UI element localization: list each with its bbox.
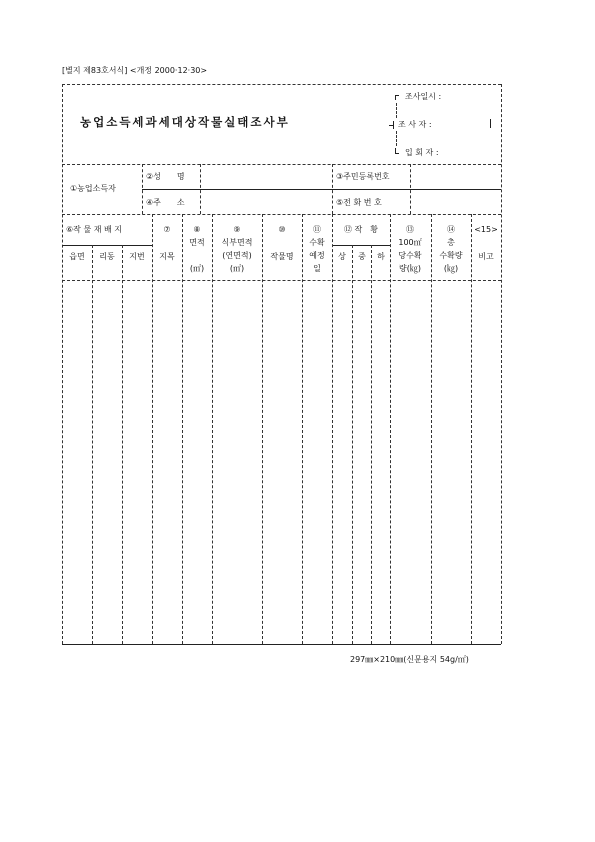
col-ridong: 리동 bbox=[99, 252, 115, 261]
col-remarks: 비고 bbox=[478, 252, 494, 261]
name-label: ②성 명 bbox=[146, 172, 185, 181]
col8-number: ⑧ bbox=[193, 225, 201, 234]
address-label: ④주 소 bbox=[146, 198, 185, 207]
col-crop-name: 작물명 bbox=[270, 252, 294, 261]
col9-number: ⑨ bbox=[233, 225, 241, 234]
col-area-unit: (㎡) bbox=[189, 264, 205, 273]
form-left-border bbox=[62, 84, 63, 644]
col-total-yield-line3: (㎏) bbox=[443, 264, 459, 273]
col7-number: ⑦ bbox=[163, 225, 171, 234]
col-jimok: 지목 bbox=[159, 252, 175, 261]
form-bottom-border bbox=[62, 644, 501, 645]
col-total-yield-line1: 총 bbox=[447, 238, 455, 247]
col-area: 면적 bbox=[189, 238, 205, 247]
col15-number: <15> bbox=[474, 225, 498, 234]
col-harvest-line1: 수확 bbox=[309, 238, 325, 247]
paper-size-note: 297㎜×210㎜(신문용지 54g/㎡) bbox=[350, 655, 469, 664]
cultivation-location-header: ⑥작 물 재 배 지 bbox=[66, 225, 122, 234]
form-title: 농업소득세과세대상작물실태조사부 bbox=[80, 115, 290, 129]
surveyor-label: 조 사 자 : bbox=[398, 120, 432, 129]
col-growth-header: ⑫ 작 황 bbox=[344, 225, 378, 234]
col-growth-high: 상 bbox=[338, 252, 346, 261]
col11-number: ⑪ bbox=[313, 225, 321, 234]
col-planted-area: 식부면적 bbox=[221, 238, 253, 247]
col-growth-low: 하 bbox=[377, 252, 385, 261]
col-yield-per100-line1: 100㎡ bbox=[398, 238, 422, 247]
phone-number-label: ⑤전 화 번 호 bbox=[336, 198, 382, 207]
witness-label: 입 회 자 : bbox=[405, 148, 439, 157]
col-growth-mid: 중 bbox=[358, 252, 366, 261]
col14-number: ⑭ bbox=[447, 225, 455, 234]
col-yield-per100-line2: 당수확 bbox=[398, 251, 422, 260]
col-harvest-line3: 일 bbox=[313, 264, 321, 273]
farm-income-person-label: ①농업소득자 bbox=[70, 184, 116, 193]
survey-date-label: 조사일시 : bbox=[405, 92, 442, 101]
col-planted-area-paren: (연면적) bbox=[222, 251, 252, 260]
col-total-yield-line2: 수확량 bbox=[439, 251, 463, 260]
col-harvest-line2: 예정 bbox=[309, 251, 325, 260]
resident-number-label: ③주민등록번호 bbox=[336, 172, 390, 181]
col13-number: ⑬ bbox=[406, 225, 414, 234]
form-right-border bbox=[501, 84, 502, 644]
col-jibeon: 지번 bbox=[129, 252, 145, 261]
col-planted-area-unit: (㎡) bbox=[229, 264, 245, 273]
col-eupmyeon: 읍면 bbox=[69, 252, 85, 261]
form-top-border bbox=[62, 84, 501, 85]
form-number-note: [별지 제83호서식] <개정 2000·12·30> bbox=[62, 66, 208, 75]
col-yield-per100-line3: 량(㎏) bbox=[399, 264, 421, 273]
col10-number: ⑩ bbox=[278, 225, 286, 234]
